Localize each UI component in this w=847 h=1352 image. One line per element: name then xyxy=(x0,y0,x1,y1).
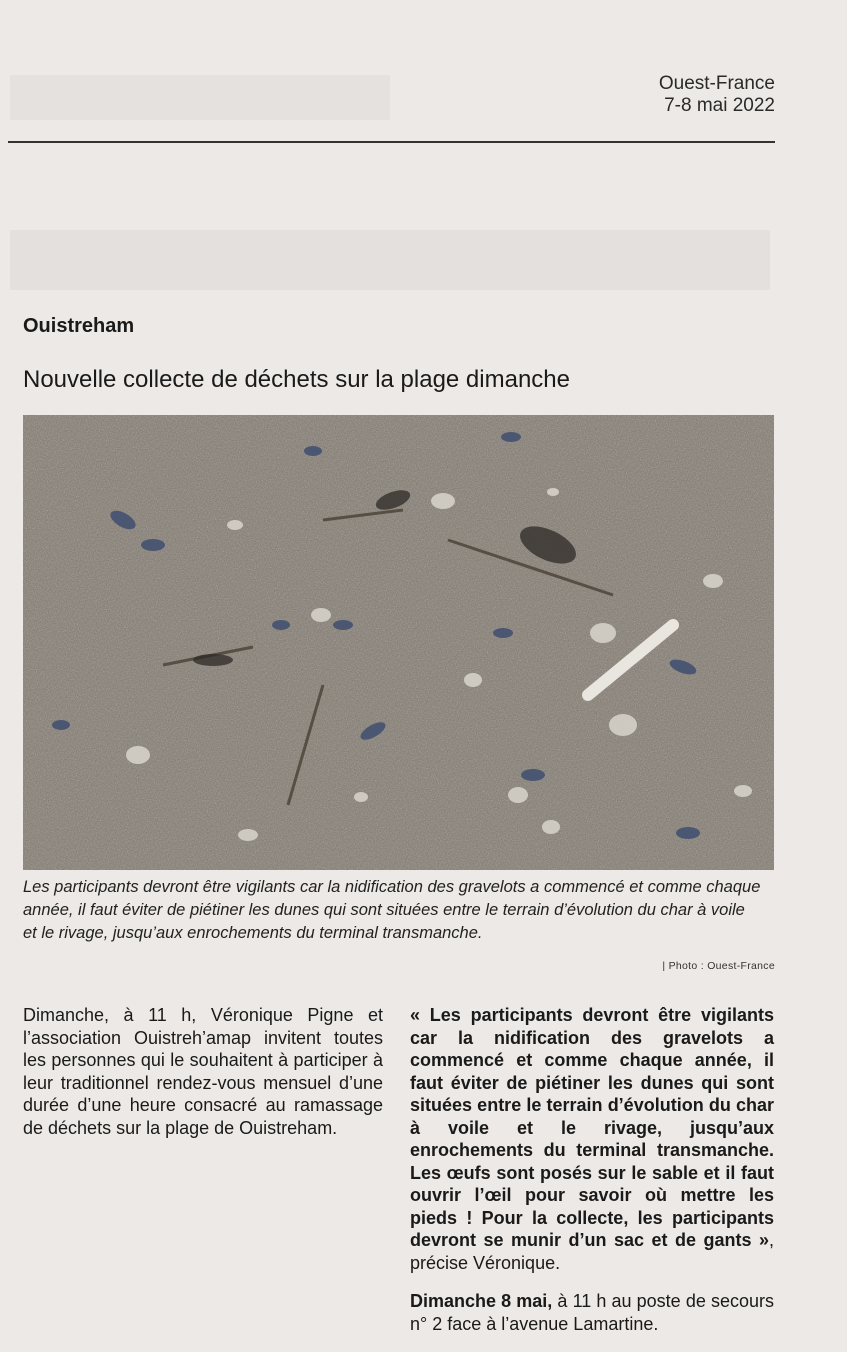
event-info-lead: Dimanche 8 mai, xyxy=(410,1291,553,1311)
article-paragraph: Dimanche, à 11 h, Véronique Pigne et l’association Ouistreh’amap invitent toutes les personnes qui le souhaitent à participer à leur traditionnel rendez-vous mensuel d’une durée d’une heure consacré au ramassage de déchets sur la plage de Ouistreham. xyxy=(23,1005,383,1138)
article-kicker: Ouistreham xyxy=(23,315,135,337)
event-info-paragraph xyxy=(410,1290,774,1335)
article-headline: Nouvelle collecte de déchets sur la plage dimanche xyxy=(23,366,570,393)
bleed-through-shadow xyxy=(10,230,770,290)
article-quote: « Les participants devront être vigilants car la nidification des gravelots a commencé et comme chaque année, il faut éviter de piétiner les dunes qui sont situées entre le terrain d’évolution du char à voile et le rivage, jusqu’aux enrochements du terminal transmanche. Les œufs sont posés sur le sable et il faut ouvrir l’œil pour savoir où mettre les pieds ! Pour la collecte, les participants devront se munir d’un sac et de gants » xyxy=(410,1005,774,1250)
event-info-text: à 11 h au poste de secours n° 2 face à l’avenue Lamartine. xyxy=(410,1291,774,1334)
photo-caption: Les participants devront être vigilants car la nidification des gravelots a commencé et comme chaque année, il faut éviter de piétiner les dunes qui sont situées entre le terrain d’évolution du char à voile et le rivage, jusqu’aux enrochements du terminal transmanche. xyxy=(23,878,761,942)
header-rule xyxy=(8,141,775,143)
article-photo xyxy=(23,415,774,870)
bleed-through-shadow xyxy=(10,75,390,120)
photo-credit: | Photo : Ouest-France xyxy=(662,960,775,972)
newspaper-name: Ouest-France xyxy=(658,73,775,94)
beach-debris-photo xyxy=(23,415,774,870)
article-quote-paragraph xyxy=(410,1004,774,1274)
article-body-column-2 xyxy=(410,1004,774,1335)
publication-date: 7-8 mai 2022 xyxy=(664,95,775,116)
quote-attribution: , précise Véronique. xyxy=(410,1230,774,1273)
article-body-column-1 xyxy=(23,1004,383,1139)
masthead xyxy=(659,73,775,117)
